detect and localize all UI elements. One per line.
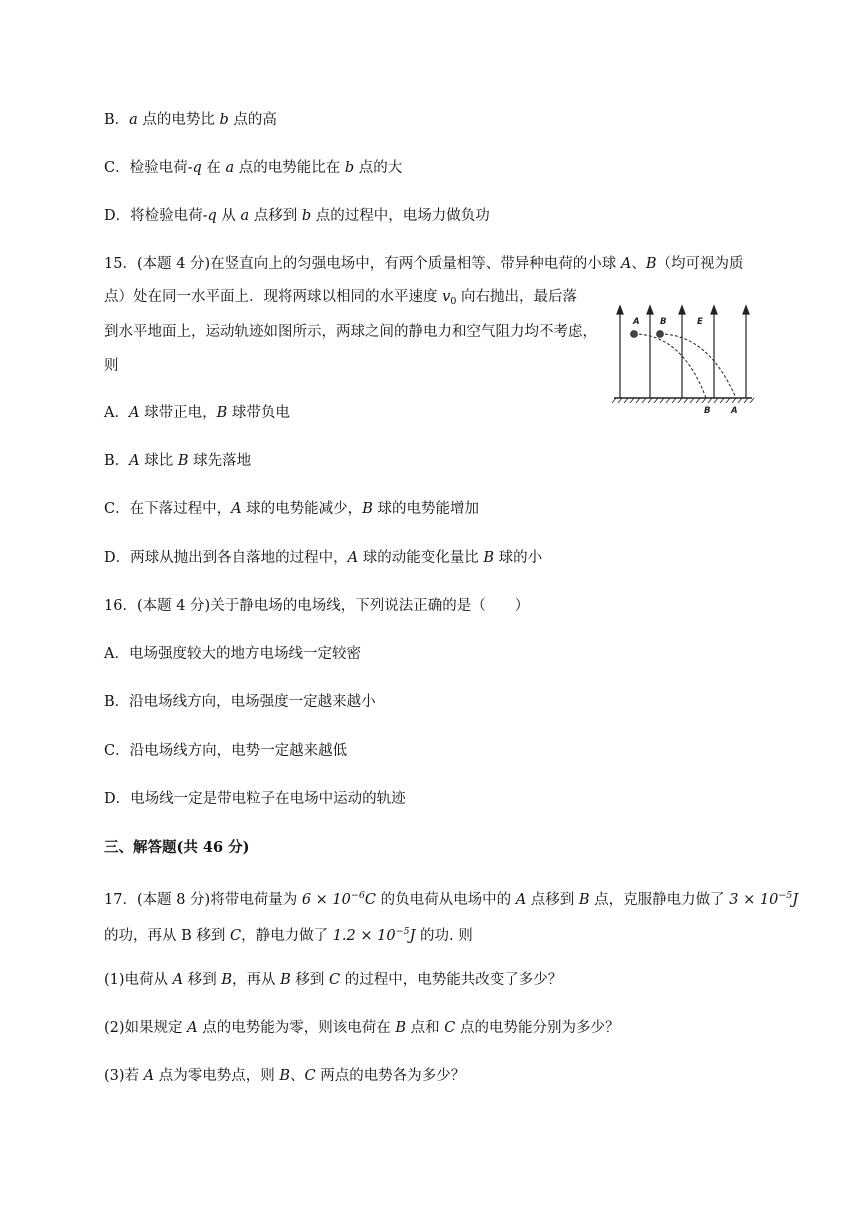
ground-label-b: B (704, 406, 711, 416)
ground-label-a: A (731, 406, 738, 416)
ground (612, 398, 754, 403)
q17-part-2: (2)如果规定 A 点的电势能为零，则该电荷在 B 点和 C 点的电势能分别为多少？ (104, 1020, 620, 1036)
q17-stem-line1: 17．(本题 8 分)将带电荷量为 $6 \times 10^{-6}C$ 的负电荷从电场中的 A 点移到 B 点，克服静电力做了 $3 \times 10^{-5}J$ (104, 890, 799, 908)
q15-stem-line4: 则 (104, 358, 119, 374)
q17-part-3: (3)若 A 点为零电势点，则 B、C 两点的电势各为多少？ (104, 1068, 466, 1084)
trajectory-a (660, 334, 736, 398)
ball-a (631, 331, 638, 338)
q17-part-1: (1)电荷从 A 移到 B，再从 B 移到 C 的过程中，电势能共改变了多少？ (104, 972, 563, 988)
q15-stem-line1: 15．(本题 4 分)在竖直向上的匀强电场中，有两个质量相等、带异种电荷的小球 A、B（均可视为质 (104, 256, 744, 272)
label-b: B (660, 317, 667, 327)
label-e: E (697, 317, 703, 327)
q15-option-b: B．A 球比 B 球先落地 (104, 453, 252, 469)
q15-option-d: D．两球从抛出到各自落地的过程中，A 球的动能变化量比 B 球的小 (104, 550, 543, 566)
q16-stem: 16．(本题 4 分)关于静电场的电场线，下列说法正确的是（ ） (104, 598, 530, 614)
q15-field-diagram (612, 302, 756, 418)
q16-option-b: B．沿电场线方向，电场强度一定越来越小 (104, 694, 376, 710)
q15-stem-line2: 点）处在同一水平面上．现将两球以相同的水平速度 $v_0$ 向右抛出，最后落 (104, 289, 577, 307)
q14-option-c: C．检验电荷-q 在 a 点的电势能比在 b 点的大 (104, 160, 403, 176)
trajectory-b (634, 334, 706, 398)
ball-b (657, 331, 664, 338)
q16-option-c: C．沿电场线方向，电势一定越来越低 (104, 743, 348, 759)
label-a: A (633, 317, 640, 327)
q16-option-d: D．电场线一定是带电粒子在电场中运动的轨迹 (104, 791, 406, 807)
q14-option-b: B．a 点的电势比 b 点的高 (104, 112, 277, 128)
q15-stem-line3: 到水平地面上，运动轨迹如图所示，两球之间的静电力和空气阻力均不考虑， (104, 324, 597, 340)
q17-stem-line2: 的功，再从 B 移到 C，静电力做了 $1.2 \times 10^{-5}J$ 的功. 则 (104, 926, 473, 944)
section-heading: 三、解答题(共 46 分) (104, 839, 250, 856)
q15-option-c: C．在下落过程中，A 球的电势能减少，B 球的电势能增加 (104, 501, 479, 517)
q14-option-d: D．将检验电荷-q 从 a 点移到 b 点的过程中，电场力做负功 (104, 208, 490, 224)
q16-option-a: A．电场强度较大的地方电场线一定较密 (104, 646, 361, 662)
q15-option-a: A．A 球带正电，B 球带负电 (104, 405, 290, 421)
